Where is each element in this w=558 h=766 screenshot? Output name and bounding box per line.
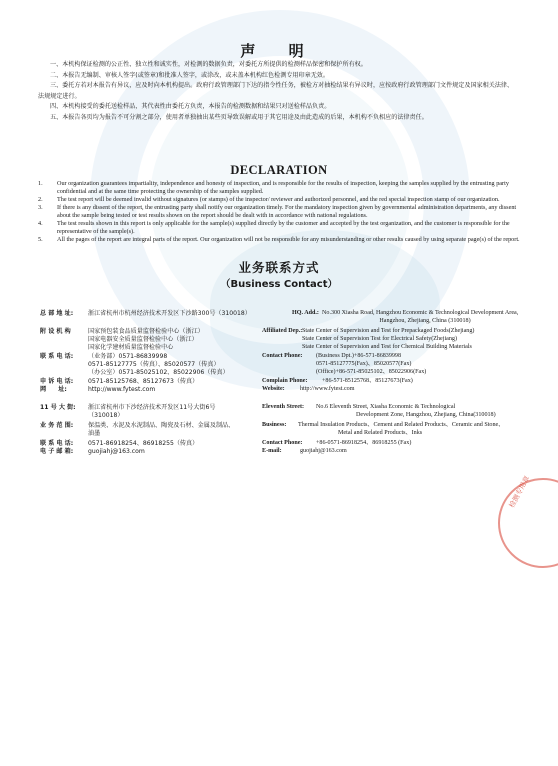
declaration-item (38, 180, 520, 196)
phone-value-cn-line: （业务部）0571-86839998 (88, 353, 168, 360)
declaration-item-number: 5. (38, 236, 43, 243)
street-value-en (316, 404, 526, 420)
statement-cn-paragraph: 二、本报告无编制、审核人签字(或签章)和批准人签字，或涂改，或未盖本机构红色检测专用印章无效。 (50, 71, 329, 79)
declaration-item (38, 220, 520, 236)
affiliated-label-cn: 附 设 机 构 (40, 328, 71, 335)
phone-label-en: Contact Phone: (262, 353, 303, 359)
phone-value-cn-line: （办公室）0571-85025102、85022906（传真） (88, 368, 229, 376)
complain-label-cn: 申 诉 电 话: (40, 378, 74, 385)
website-label-en: Website: (262, 386, 285, 392)
hq-value-en-line: No.300 Xiasha Road, Hangzhou Economic & Technological Development Area, (322, 310, 519, 316)
hq-label-cn: 总 部 地 址: (40, 310, 74, 317)
business-value-cn-line: 保温类、水泥及水泥制品、陶瓷及石材、金属及制品、 (88, 422, 235, 429)
business-label-cn: 业 务 范 围: (40, 422, 74, 429)
phone-value-en-line: (Business Dpt.)+86-571-86839998 (316, 353, 402, 359)
affiliated-value-en-line: State Center of Supervision and Test for Chemical Building Materials (302, 343, 472, 350)
declaration-item-text: All the pages of the report are integral parts of the report. Our organization will not be responsible for any misunderstanding or other results caused by using separate page(s) of the report. (57, 236, 520, 243)
phone2-value-en: +86-0571-86918254、86918255 (Fax) (316, 440, 412, 446)
declaration-item (38, 204, 520, 220)
phone-value-en-line: (Office)+86-571-85025102、85022906(Fax) (316, 368, 427, 375)
website-value-en[interactable]: http://www.fytest.com (300, 386, 355, 392)
business-contact-title-en: （Business Contact） (220, 279, 338, 290)
phone-label-cn: 联 系 电 话: (40, 353, 74, 360)
email-value-en[interactable]: guojiahj@163.com (300, 448, 347, 454)
hq-value-en-line: Hangzhou, Zhejiang, China (310018) (379, 317, 471, 324)
street-label-cn: 11 号 大 街: (40, 404, 76, 411)
phone-value-en (316, 353, 526, 377)
statement-title-cn: 声 明 (240, 42, 318, 60)
declaration-item-text: If there is any dissent of the report, the entrusting party shall notify our organization timely. For the mandatory inspection given by governmental administration departments, any dissent about the sample being tested or test results shown on the report should be dealt with in accordance with national regulations. (57, 204, 517, 219)
hq-value-cn (88, 310, 288, 318)
statement-cn-paragraph: 五、本报告各页均为报告不可分割之部分，使用者单独抽出某些页导致误解或用于其它用途及由此造成的后果，本机构不负相应的法律责任。 (50, 113, 428, 121)
declaration-item-text: The test results shown in this report is only applicable for the sample(s) supplied directly by the customer and accepted by the test organization, and the customer is responsible for the representative of the sample(s). (57, 220, 510, 235)
declaration-item-number: 3. (38, 204, 43, 211)
declaration-item-number: 4. (38, 220, 43, 227)
email-label-cn: 电 子 邮 箱: (40, 448, 74, 455)
phone2-value-cn: 0571-86918254、86918255（传真） (88, 440, 199, 447)
business-value-en (298, 422, 528, 438)
declaration-item (38, 236, 520, 244)
business-label-en: Business: (262, 422, 287, 428)
declaration-list (38, 180, 520, 244)
statement-cn-paragraph: 三、委托方若对本报告有异议，应及时向本机构提出。政府行政管理部门下达的指令性任务，被检方对抽检结果有异议时，应按政府行政管理部门文件规定及国家相关法律、法规规定进行。 (38, 82, 514, 100)
statement-cn-paragraph: 一、本机构保证检测的公正性、独立性和诚实性，对检测的数据负责，对委托方所提供的检测样品保密和保护所有权。 (50, 61, 367, 68)
street-value-en-line: No.6 Eleventh Street, Xiasha Economic & Technological (316, 404, 456, 410)
hq-label-en: HQ. Add.: (292, 310, 319, 316)
affiliated-value-en-line: State Center of Supervision and Test for Prepackaged Foods(Zhejiang) (302, 328, 475, 334)
business-value-en-line: Metal and Related Products、Inks (338, 429, 423, 436)
hq-value-cn-line: 浙江省杭州市杭州经济技术开发区下沙路300号（310018） (88, 310, 251, 317)
declaration-item-number: 1. (38, 180, 43, 187)
business-contact-title-cn: 业务联系方式 (238, 260, 320, 275)
statement-cn-paragraph: 四、本机构接受的委托送检样品，其代表性由委托方负责，本报告的检测数据和结果只对送检样品负责。 (50, 103, 331, 111)
declaration-item-text: Our organization guarantees impartiality, independence and honesty of inspection, and is responsible for the results of inspection, keeping the samples supplied by the entrusting party confidential and at the same time protecting the ownership of the samples supplied. (57, 180, 509, 195)
street-value-cn-line: 浙江省杭州市下沙经济技术开发区11号大街6号 (88, 404, 216, 411)
hq-value-en (322, 310, 528, 326)
declaration-item (38, 196, 520, 204)
email-value-cn[interactable]: guojiahj@163.com (88, 448, 145, 455)
complain-label-en: Complain Phone: (262, 378, 308, 384)
red-seal-stamp-text: 检测专用章 (507, 474, 532, 510)
phone-value-cn-line: 0571-85127775（传真）、85020577（传真） (88, 360, 220, 368)
affiliated-value-en-line: State Center of Supervision Test for Electrical Safety(Zhejiang) (302, 335, 457, 342)
declaration-item-number: 2. (38, 196, 43, 203)
email-label-en: E-mail: (262, 448, 282, 454)
website-label-cn: 网 址: (40, 386, 67, 393)
affiliated-value-cn-line: 国家预包装食品质量监督检验中心（浙江） (88, 328, 204, 335)
declaration-item-text: The test report will be deemed invalid without signatures (or stamps) of the inspector/ reviewer and authorized personnel, and the red special inspection stamp of our organization. (57, 196, 500, 203)
phone-value-en-line: 0571-85127775(Fax)、85020577(Fax) (316, 360, 412, 367)
affiliated-value-en (302, 328, 526, 352)
complain-value-en: +86-571-85125768、85127673(Fax) (322, 378, 413, 384)
affiliated-label-en: Affiliated Dep.: (262, 328, 303, 334)
street-value-en-line: Development Zone, Hangzhou, Zhejiang, China(310018) (356, 411, 496, 418)
affiliated-value-cn-line: 国家化学建材质量监督检验中心 (88, 343, 174, 351)
street-value-cn-line: （310018） (88, 411, 124, 419)
business-value-cn-line: 油墨 (88, 429, 101, 437)
complain-value-cn: 0571-85125768、85127673（传真） (88, 378, 199, 385)
phone2-label-cn: 联 系 电 话: (40, 440, 74, 447)
website-value-cn[interactable]: http://www.fytest.com (88, 386, 156, 393)
contact-block (40, 300, 526, 720)
business-value-en-line: Thermal Insulation Products、Cement and Related Products、Ceramic and Stone、 (298, 422, 505, 428)
statement-cn-paragraphs (38, 60, 518, 124)
street-label-en: Eleventh Street: (262, 404, 305, 410)
phone2-label-en: Contact Phone: (262, 440, 303, 446)
affiliated-value-cn-line: 国家电器安全质量监督检验中心（浙江） (88, 335, 198, 343)
declaration-title: DECLARATION (230, 163, 328, 177)
